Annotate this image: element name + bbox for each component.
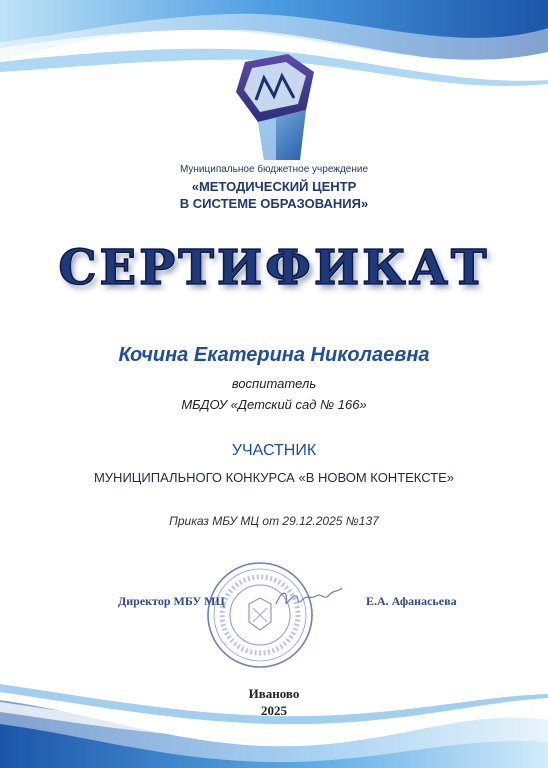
issue-city: Иваново	[248, 686, 300, 701]
handwritten-signature	[272, 582, 352, 614]
organization-name-line2: В СИСТЕМЕ ОБРАЗОВАНИЯ»	[179, 196, 369, 211]
organization-name-line1: «МЕТОДИЧЕСКИЙ ЦЕНТР	[191, 179, 357, 194]
signatory-role: Директор МБУ МЦ	[118, 594, 225, 608]
order-reference: Приказ МБУ МЦ от 29.12.2025 №137	[169, 514, 379, 528]
recipient-name: Кочина Екатерина Николаевна	[118, 344, 430, 366]
certificate-title: СЕРТИФИКАТ	[58, 240, 490, 296]
recipient-position: воспитатель	[231, 376, 317, 391]
crystal-logo-icon	[230, 52, 320, 162]
issue-year: 2025	[261, 703, 287, 718]
signatory-name: Е.А. Афанасьева	[366, 594, 457, 608]
organization-type: Муниципальное бюджетное учреждение	[179, 164, 369, 175]
participation-status: УЧАСТНИК	[231, 442, 317, 459]
contest-name: МУНИЦИПАЛЬНОГО КОНКУРСА «В НОВОМ КОНТЕКСТЕ»	[93, 470, 455, 485]
recipient-workplace: МБДОУ «Детский сад № 166»	[181, 397, 367, 412]
official-round-stamp	[205, 560, 315, 670]
